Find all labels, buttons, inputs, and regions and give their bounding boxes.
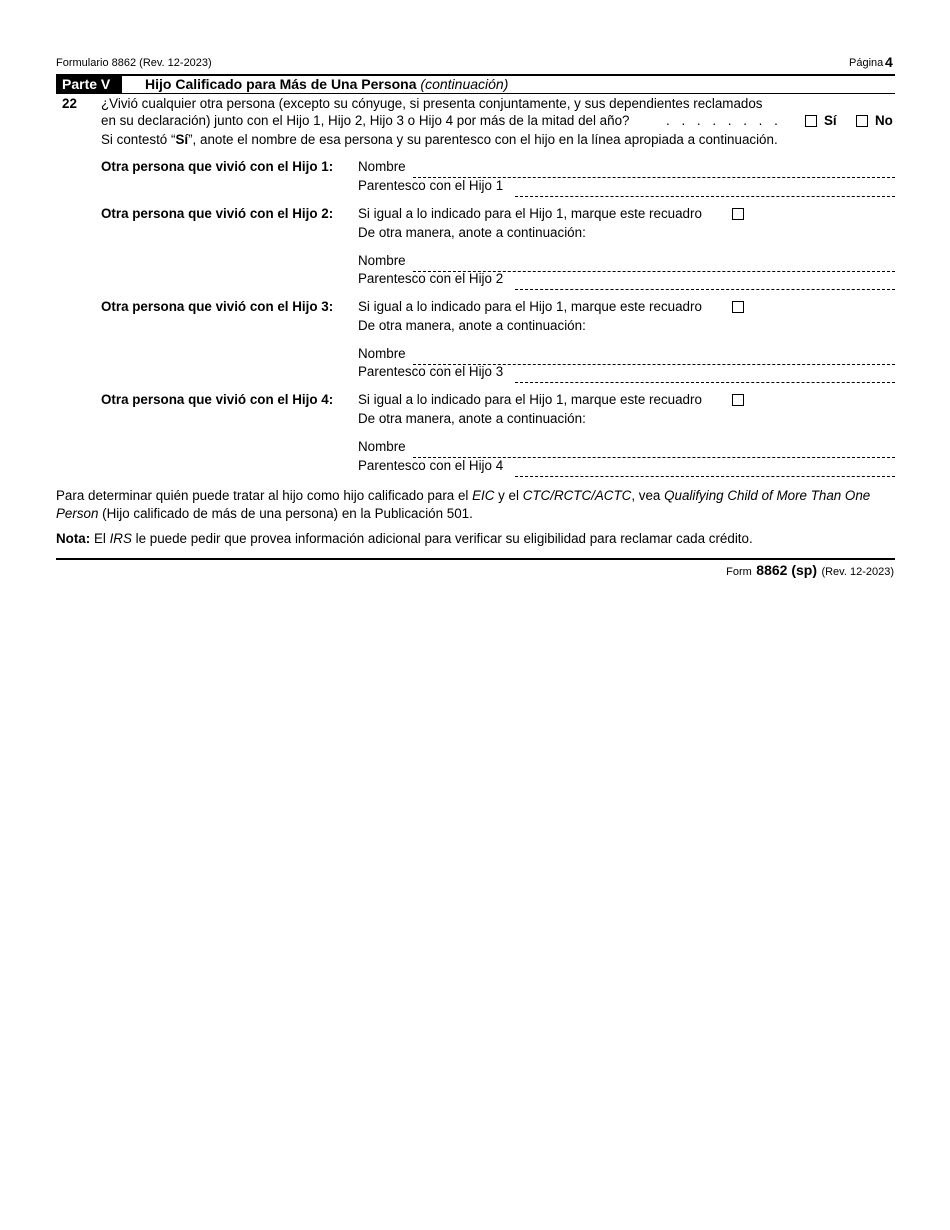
child-4-label: Otra persona que vivió con el Hijo 4: — [101, 392, 334, 407]
footer-rev: (Rev. 12-2023) — [821, 566, 894, 578]
leader-dots: . . . . . . . . — [666, 113, 782, 128]
child-4-otherwise-text: De otra manera, anote a continuación: — [358, 411, 586, 426]
footer-form-id — [726, 562, 894, 580]
page-number: 4 — [885, 54, 893, 70]
info-ctc: CTC/RCTC/ACTC — [522, 488, 632, 503]
child-3-name-label: Nombre — [358, 346, 406, 361]
child-3-label: Otra persona que vivió con el Hijo 3: — [101, 299, 334, 314]
child-1-name-input[interactable] — [413, 163, 895, 178]
info-text-2: y el — [494, 488, 523, 503]
child-2-label: Otra persona que vivió con el Hijo 2: — [101, 206, 334, 221]
note-text-2: le puede pedir que provea información adicional para verificar su eligibilidad para reclamar cada crédito. — [131, 531, 753, 546]
child-4-same-text: Si igual a lo indicado para el Hijo 1, marque este recuadro — [358, 392, 702, 407]
child-4-relation-input[interactable] — [515, 462, 895, 477]
no-label: No — [875, 113, 893, 128]
child-2-same-text: Si igual a lo indicado para el Hijo 1, marque este recuadro — [358, 206, 702, 221]
child-2-relation-input[interactable] — [515, 275, 895, 290]
child-3-otherwise-text: De otra manera, anote a continuación: — [358, 318, 586, 333]
child-3-relation-input[interactable] — [515, 368, 895, 383]
child-2-relation-label: Parentesco con el Hijo 2 — [358, 271, 504, 286]
child-2-same-checkbox[interactable] — [732, 208, 744, 220]
page-label: Página — [849, 57, 884, 69]
info-text-3: , vea — [631, 488, 665, 503]
question-line-1: ¿Vivió cualquier otra persona (excepto su cónyuge, si presenta conjuntamente, y sus dependientes reclamados — [101, 96, 763, 111]
part-badge: Parte V — [56, 76, 122, 93]
part-title-suffix: (continuación) — [420, 76, 509, 92]
child-3-same-text: Si igual a lo indicado para el Hijo 1, marque este recuadro — [358, 299, 702, 314]
question-line-2: en su declaración) junto con el Hijo 1, Hijo 2, Hijo 3 o Hijo 4 por más de la mitad del año? — [101, 113, 630, 128]
child-4-same-checkbox[interactable] — [732, 394, 744, 406]
note-text-1: El — [90, 531, 110, 546]
form-reference: Formulario 8862 (Rev. 12-2023) — [56, 57, 212, 69]
info-text-4: (Hijo calificado de más de una persona) en la Publicación 501. — [98, 506, 473, 521]
note-irs: IRS — [109, 531, 132, 546]
child-3-relation-label: Parentesco con el Hijo 3 — [358, 364, 504, 379]
instruction-pre: Si contestó “ — [101, 132, 176, 147]
instruction-bold: Sí — [175, 132, 189, 147]
child-1-relation-label: Parentesco con el Hijo 1 — [358, 178, 504, 193]
child-4-relation-label: Parentesco con el Hijo 4 — [358, 458, 504, 473]
no-checkbox[interactable] — [856, 115, 868, 127]
info-eic: EIC — [472, 488, 495, 503]
part-rule — [56, 93, 895, 94]
footer-form-word: Form — [726, 566, 752, 578]
child-2-name-label: Nombre — [358, 253, 406, 268]
note-paragraph — [56, 530, 895, 548]
part-title — [145, 76, 508, 93]
footer-rule — [56, 558, 895, 560]
child-1-label: Otra persona que vivió con el Hijo 1: — [101, 159, 334, 174]
note-label: Nota: — [56, 531, 91, 546]
child-2-otherwise-text: De otra manera, anote a continuación: — [358, 225, 586, 240]
child-1-name-label: Nombre — [358, 159, 406, 174]
part-title-text: Hijo Calificado para Más de Una Persona — [145, 76, 417, 92]
footer-form-number: 8862 (sp) — [756, 562, 817, 578]
child-3-name-input[interactable] — [413, 350, 895, 365]
yes-checkbox[interactable] — [805, 115, 817, 127]
child-3-same-checkbox[interactable] — [732, 301, 744, 313]
info-paragraph — [56, 487, 895, 523]
line-number: 22 — [62, 96, 77, 111]
instruction-text — [101, 132, 778, 148]
child-4-name-label: Nombre — [358, 439, 406, 454]
info-text-1: Para determinar quién puede tratar al hijo como hijo calificado para el — [56, 488, 473, 503]
child-2-name-input[interactable] — [413, 257, 895, 272]
child-4-name-input[interactable] — [413, 443, 895, 458]
yes-label: Sí — [824, 113, 837, 128]
child-1-relation-input[interactable] — [515, 182, 895, 197]
instruction-post: ”, anote el nombre de esa persona y su parentesco con el hijo en la línea apropiada a continuación. — [188, 132, 778, 147]
info-pub-title: Qualifying Child of More Than One Person — [56, 488, 871, 521]
